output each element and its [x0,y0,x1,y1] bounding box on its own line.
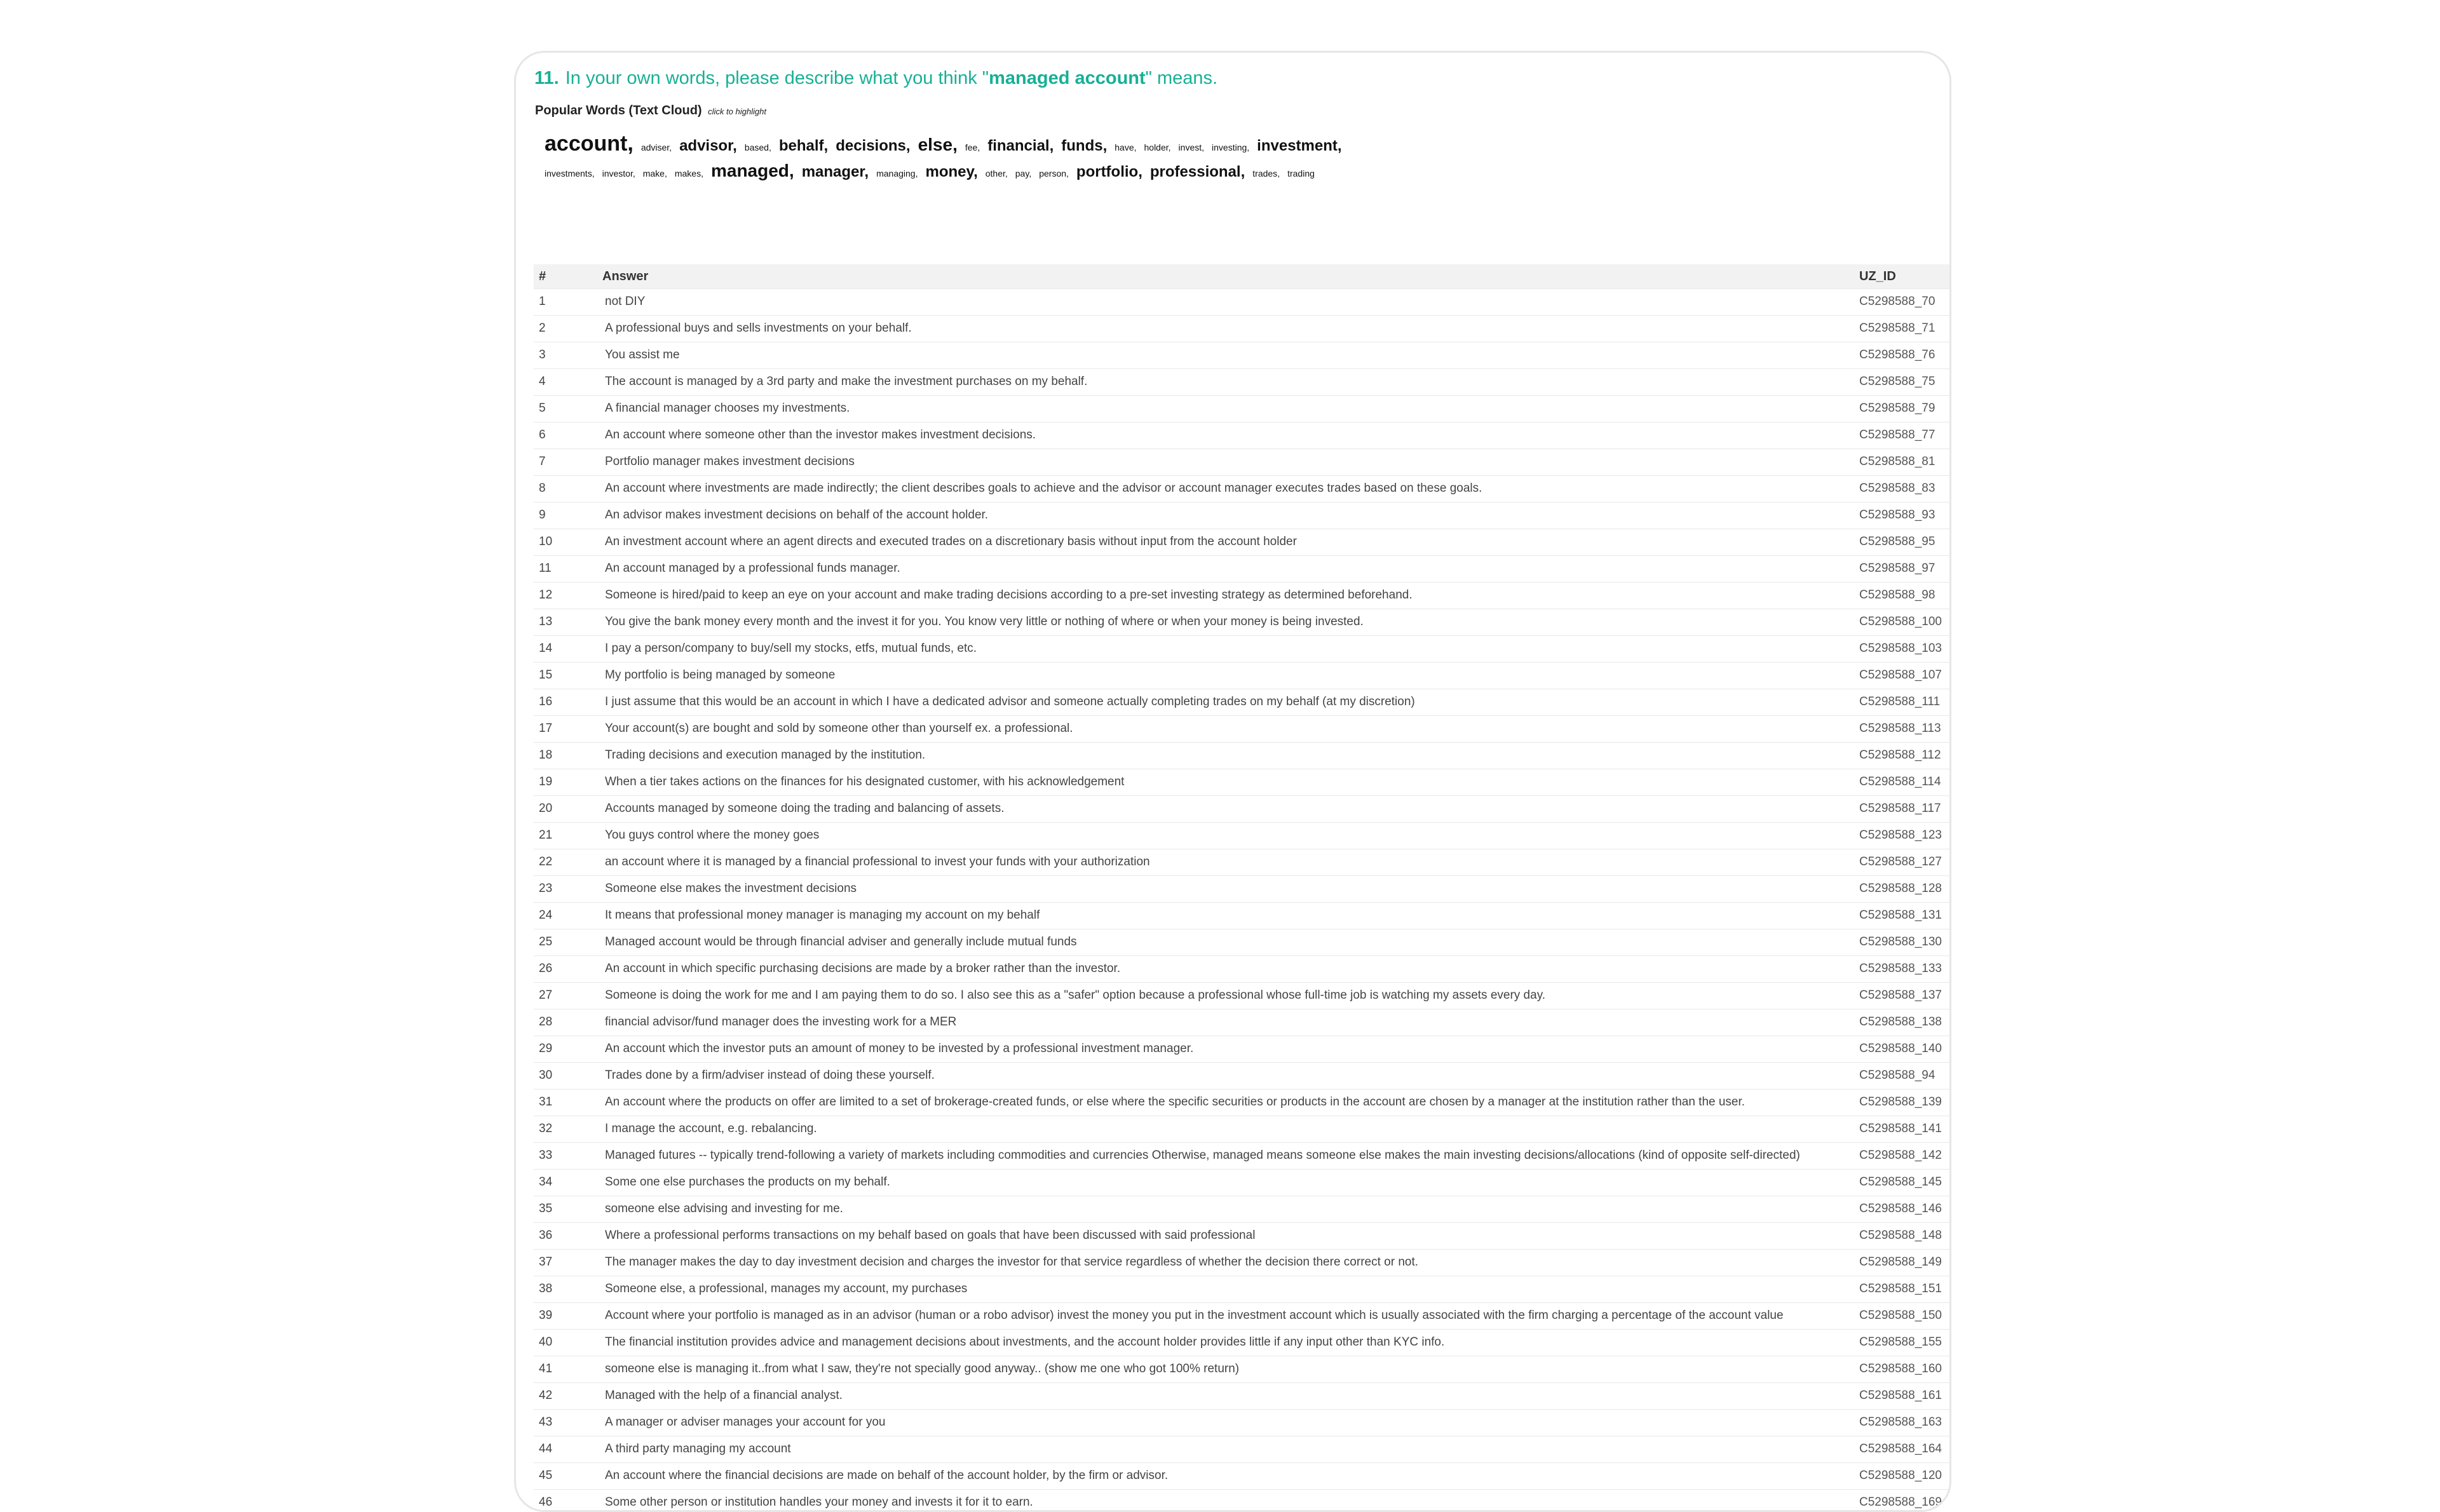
row-number: 17 [534,716,597,743]
row-answer: A manager or adviser manages your account for you [597,1410,1854,1436]
table-row [534,1223,1951,1250]
table-row [534,796,1951,823]
cloud-word[interactable]: advisor , [679,135,737,158]
row-answer: Managed account would be through financial adviser and generally include mutual funds [597,929,1854,956]
table-row [534,583,1951,609]
row-number: 10 [534,529,597,556]
cloud-word[interactable]: invest , [1179,136,1204,159]
row-uz-id: C5298588_145 [1854,1170,1951,1196]
row-answer: An investment account where an agent directs and executed trades on a discretionary basis without input from the account holder [597,529,1854,556]
row-answer: An account which the investor puts an amount of money to be invested by a professional investment manager. [597,1036,1854,1063]
cloud-word[interactable]: managed , [711,159,794,182]
cloud-word[interactable]: based , [745,136,771,159]
row-uz-id: C5298588_146 [1854,1196,1951,1223]
row-number: 45 [534,1463,597,1490]
row-number: 15 [534,663,597,689]
row-number: 40 [534,1330,597,1356]
row-number: 13 [534,609,597,636]
table-row [534,529,1951,556]
row-number: 12 [534,583,597,609]
row-uz-id: C5298588_150 [1854,1303,1951,1330]
row-answer: A third party managing my account [597,1436,1854,1463]
text-cloud-hint: click to highlight [708,107,766,116]
text-cloud-heading: Popular Words (Text Cloud) [535,104,702,118]
table-row [534,636,1951,663]
row-number: 30 [534,1063,597,1090]
table-row [534,1036,1951,1063]
row-number: 41 [534,1356,597,1383]
table-row [534,1330,1951,1356]
table-row [534,743,1951,769]
table-row [534,849,1951,876]
table-row [534,1356,1951,1383]
row-number: 8 [534,476,597,503]
row-uz-id: C5298588_161 [1854,1383,1951,1410]
row-uz-id: C5298588_140 [1854,1036,1951,1063]
row-answer: An account where someone other than the investor makes investment decisions. [597,422,1854,449]
row-answer: Accounts managed by someone doing the trading and balancing of assets. [597,796,1854,823]
row-uz-id: C5298588_137 [1854,983,1951,1009]
row-uz-id: C5298588_151 [1854,1276,1951,1303]
row-answer: The manager makes the day to day investment decision and charges the investor for that service regardless of whether the decision there correct or not. [597,1250,1854,1276]
row-answer: Trading decisions and execution managed by the institution. [597,743,1854,769]
table-row [534,503,1951,529]
row-number: 4 [534,369,597,396]
row-number: 37 [534,1250,597,1276]
row-number: 1 [534,289,597,316]
row-uz-id: C5298588_111 [1854,689,1951,716]
table-row [534,823,1951,849]
question-number: 11. [534,68,559,88]
row-number: 43 [534,1410,597,1436]
row-number: 25 [534,929,597,956]
row-number: 11 [534,556,597,583]
row-number: 7 [534,449,597,476]
cloud-word[interactable]: behalf , [779,135,828,158]
row-uz-id: C5298588_138 [1854,1009,1951,1036]
table-row [534,1383,1951,1410]
table-row [534,316,1951,342]
table-row [534,1490,1951,1512]
cloud-word[interactable]: decisions , [836,135,910,158]
question-text-after: " means. [1146,68,1217,88]
row-number: 16 [534,689,597,716]
row-uz-id: C5298588_71 [1854,316,1951,342]
answers-table [534,264,1951,1512]
cloud-word[interactable]: investments , [545,162,595,185]
row-number: 34 [534,1170,597,1196]
row-number: 24 [534,903,597,929]
row-answer: someone else is managing it..from what I saw, they're not specially good anyway.. (show me one who got 100% return) [597,1356,1854,1383]
row-uz-id: C5298588_123 [1854,823,1951,849]
row-answer: Managed futures -- typically trend-following a variety of markets including commodities and currencies Otherwise, managed means someone else makes the main investing decisions/allocations (kind of opposite self-directed) [597,1143,1854,1170]
row-uz-id: C5298588_77 [1854,422,1951,449]
row-answer: I manage the account, e.g. rebalancing. [597,1116,1854,1143]
row-uz-id: C5298588_127 [1854,849,1951,876]
row-answer: The account is managed by a 3rd party and make the investment purchases on my behalf. [597,369,1854,396]
row-answer: You give the bank money every month and the invest it for you. You know very little or nothing of where or when your money is being invested. [597,609,1854,636]
row-uz-id: C5298588_81 [1854,449,1951,476]
row-answer: not DIY [597,289,1854,316]
cloud-word[interactable]: investing , [1212,136,1249,159]
row-answer: Someone is doing the work for me and I am paying them to do so. I also see this as a "safer" option because a professional whose full-time job is watching my assets every day. [597,983,1854,1009]
row-answer: Someone else makes the investment decisions [597,876,1854,903]
row-uz-id: C5298588_155 [1854,1330,1951,1356]
table-row [534,1063,1951,1090]
row-number: 46 [534,1490,597,1512]
row-number: 3 [534,342,597,369]
row-answer: When a tier takes actions on the finances for his designated customer, with his acknowledgement [597,769,1854,796]
table-row [534,1436,1951,1463]
row-uz-id: C5298588_114 [1854,769,1951,796]
table-row [534,1009,1951,1036]
table-row [534,1410,1951,1436]
row-answer: The financial institution provides advice and management decisions about investments, and the account holder provides little if any input other than KYC info. [597,1330,1854,1356]
row-uz-id: C5298588_163 [1854,1410,1951,1436]
row-answer: A professional buys and sells investments on your behalf. [597,316,1854,342]
table-row [534,663,1951,689]
row-uz-id: C5298588_164 [1854,1436,1951,1463]
cloud-word[interactable]: trades , [1252,162,1280,185]
table-row [534,983,1951,1009]
row-number: 23 [534,876,597,903]
row-uz-id: C5298588_149 [1854,1250,1951,1276]
question-text-before: In your own words, please describe what you think " [566,68,989,88]
question-title [534,68,1217,89]
text-cloud-title [535,104,766,118]
row-answer: Trades done by a firm/adviser instead of doing these yourself. [597,1063,1854,1090]
row-answer: I pay a person/company to buy/sell my stocks, etfs, mutual funds, etc. [597,636,1854,663]
table-row [534,1116,1951,1143]
cloud-word[interactable]: holder , [1144,136,1171,159]
cloud-word[interactable]: pay , [1015,162,1031,185]
table-row [534,716,1951,743]
row-number: 6 [534,422,597,449]
row-answer: Someone is hired/paid to keep an eye on your account and make trading decisions according to a pre-set investing strategy as determined beforehand. [597,583,1854,609]
row-uz-id: C5298588_133 [1854,956,1951,983]
table-row [534,1303,1951,1330]
row-uz-id: C5298588_128 [1854,876,1951,903]
row-uz-id: C5298588_148 [1854,1223,1951,1250]
cloud-word[interactable]: professional , [1150,161,1245,184]
table-row [534,1090,1951,1116]
question-text-strong: managed account [989,68,1146,88]
row-number: 26 [534,956,597,983]
row-answer: financial advisor/fund manager does the investing work for a MER [597,1009,1854,1036]
row-answer: Some other person or institution handles your money and invests it for it to earn. [597,1490,1854,1512]
table-header-row [534,264,1951,289]
row-number: 14 [534,636,597,663]
cloud-word[interactable]: adviser , [641,136,672,159]
row-answer: Someone else, a professional, manages my account, my purchases [597,1276,1854,1303]
row-number: 22 [534,849,597,876]
row-uz-id: C5298588_83 [1854,476,1951,503]
cloud-word[interactable]: make , [643,162,667,185]
table-row [534,449,1951,476]
table-row [534,422,1951,449]
row-uz-id: C5298588_169 [1854,1490,1951,1512]
row-answer: I just assume that this would be an account in which I have a dedicated advisor and someone actually completing trades on my behalf (at my discretion) [597,689,1854,716]
row-number: 38 [534,1276,597,1303]
row-number: 32 [534,1116,597,1143]
cloud-word[interactable]: financial , [987,135,1054,158]
row-uz-id: C5298588_76 [1854,342,1951,369]
table-row [534,609,1951,636]
cloud-word[interactable]: investor , [602,162,635,185]
row-answer: It means that professional money manager is managing my account on my behalf [597,903,1854,929]
row-uz-id: C5298588_103 [1854,636,1951,663]
row-uz-id: C5298588_98 [1854,583,1951,609]
row-number: 39 [534,1303,597,1330]
row-answer: Managed with the help of a financial analyst. [597,1383,1854,1410]
row-number: 5 [534,396,597,422]
row-number: 9 [534,503,597,529]
row-uz-id: C5298588_130 [1854,929,1951,956]
table-row [534,1463,1951,1490]
row-uz-id: C5298588_117 [1854,796,1951,823]
row-number: 21 [534,823,597,849]
cloud-word[interactable]: account , [545,132,634,155]
cloud-word[interactable]: investment , [1257,135,1341,158]
row-answer: You guys control where the money goes [597,823,1854,849]
row-answer: An account in which specific purchasing decisions are made by a broker rather than the investor. [597,956,1854,983]
header-uz-id: UZ_ID [1854,264,1951,289]
table-row [534,1196,1951,1223]
row-number: 19 [534,769,597,796]
row-number: 27 [534,983,597,1009]
row-answer: My portfolio is being managed by someone [597,663,1854,689]
row-answer: An advisor makes investment decisions on behalf of the account holder. [597,503,1854,529]
row-answer: An account managed by a professional funds manager. [597,556,1854,583]
row-number: 42 [534,1383,597,1410]
table-row [534,1170,1951,1196]
row-answer: A financial manager chooses my investments. [597,396,1854,422]
cloud-word[interactable]: fee , [965,136,980,159]
table-row [534,689,1951,716]
row-uz-id: C5298588_107 [1854,663,1951,689]
answers-table-wrapper [534,264,1951,1512]
row-answer: An account where the products on offer are limited to a set of brokerage-created funds, or else where the specific securities or products in the account are chosen by a manager at the institution rather than the user. [597,1090,1854,1116]
cloud-word[interactable]: other , [986,162,1008,185]
table-row [534,342,1951,369]
table-row [534,396,1951,422]
row-uz-id: C5298588_139 [1854,1090,1951,1116]
row-number: 36 [534,1223,597,1250]
row-uz-id: C5298588_141 [1854,1116,1951,1143]
row-uz-id: C5298588_142 [1854,1143,1951,1170]
row-answer: An account where the financial decisions are made on behalf of the account holder, by the firm or advisor. [597,1463,1854,1490]
row-answer: Portfolio manager makes investment decisions [597,449,1854,476]
row-uz-id: C5298588_70 [1854,289,1951,316]
cloud-word[interactable]: person , [1039,162,1069,185]
row-number: 35 [534,1196,597,1223]
table-row [534,956,1951,983]
row-number: 29 [534,1036,597,1063]
row-uz-id: C5298588_113 [1854,716,1951,743]
cloud-word[interactable]: managing , [876,162,918,185]
table-row [534,1276,1951,1303]
row-answer: Where a professional performs transactions on my behalf based on goals that have been discussed with said professional [597,1223,1854,1250]
row-uz-id: C5298588_79 [1854,396,1951,422]
table-row [534,1143,1951,1170]
row-uz-id: C5298588_75 [1854,369,1951,396]
cloud-word[interactable]: manager , [802,161,869,184]
cloud-word[interactable]: makes , [675,162,703,185]
row-uz-id: C5298588_120 [1854,1463,1951,1490]
cloud-word[interactable]: trading [1287,162,1315,185]
row-uz-id: C5298588_97 [1854,556,1951,583]
text-cloud [545,132,1364,186]
row-answer: someone else advising and investing for me. [597,1196,1854,1223]
table-row [534,929,1951,956]
table-row [534,903,1951,929]
row-number: 33 [534,1143,597,1170]
row-number: 28 [534,1009,597,1036]
cloud-word[interactable]: else , [918,133,958,156]
row-uz-id: C5298588_160 [1854,1356,1951,1383]
table-row [534,556,1951,583]
row-number: 18 [534,743,597,769]
table-row [534,1250,1951,1276]
row-answer: Your account(s) are bought and sold by someone other than yourself ex. a professional. [597,716,1854,743]
row-uz-id: C5298588_100 [1854,609,1951,636]
row-answer: Some one else purchases the products on my behalf. [597,1170,1854,1196]
row-uz-id: C5298588_93 [1854,503,1951,529]
header-answer: Answer [597,264,1854,289]
row-uz-id: C5298588_94 [1854,1063,1951,1090]
row-uz-id: C5298588_95 [1854,529,1951,556]
row-number: 2 [534,316,597,342]
table-row [534,876,1951,903]
row-uz-id: C5298588_112 [1854,743,1951,769]
table-row [534,289,1951,316]
row-answer: an account where it is managed by a financial professional to invest your funds with your authorization [597,849,1854,876]
row-answer: Account where your portfolio is managed as in an advisor (human or a robo advisor) invest the money you put in the investment account which is usually associated with the firm charging a percentage of the account value [597,1303,1854,1330]
cloud-word[interactable]: money , [925,161,977,184]
table-row [534,476,1951,503]
row-number: 44 [534,1436,597,1463]
row-answer: You assist me [597,342,1854,369]
question-card [514,51,1951,1512]
cloud-word[interactable]: portfolio , [1076,161,1142,184]
table-row [534,369,1951,396]
row-uz-id: C5298588_131 [1854,903,1951,929]
header-number: # [534,264,597,289]
cloud-word[interactable]: funds , [1061,135,1107,158]
row-number: 31 [534,1090,597,1116]
row-number: 20 [534,796,597,823]
row-answer: An account where investments are made indirectly; the client describes goals to achieve and the advisor or account manager executes trades based on these goals. [597,476,1854,503]
table-row [534,769,1951,796]
cloud-word[interactable]: have , [1115,136,1136,159]
